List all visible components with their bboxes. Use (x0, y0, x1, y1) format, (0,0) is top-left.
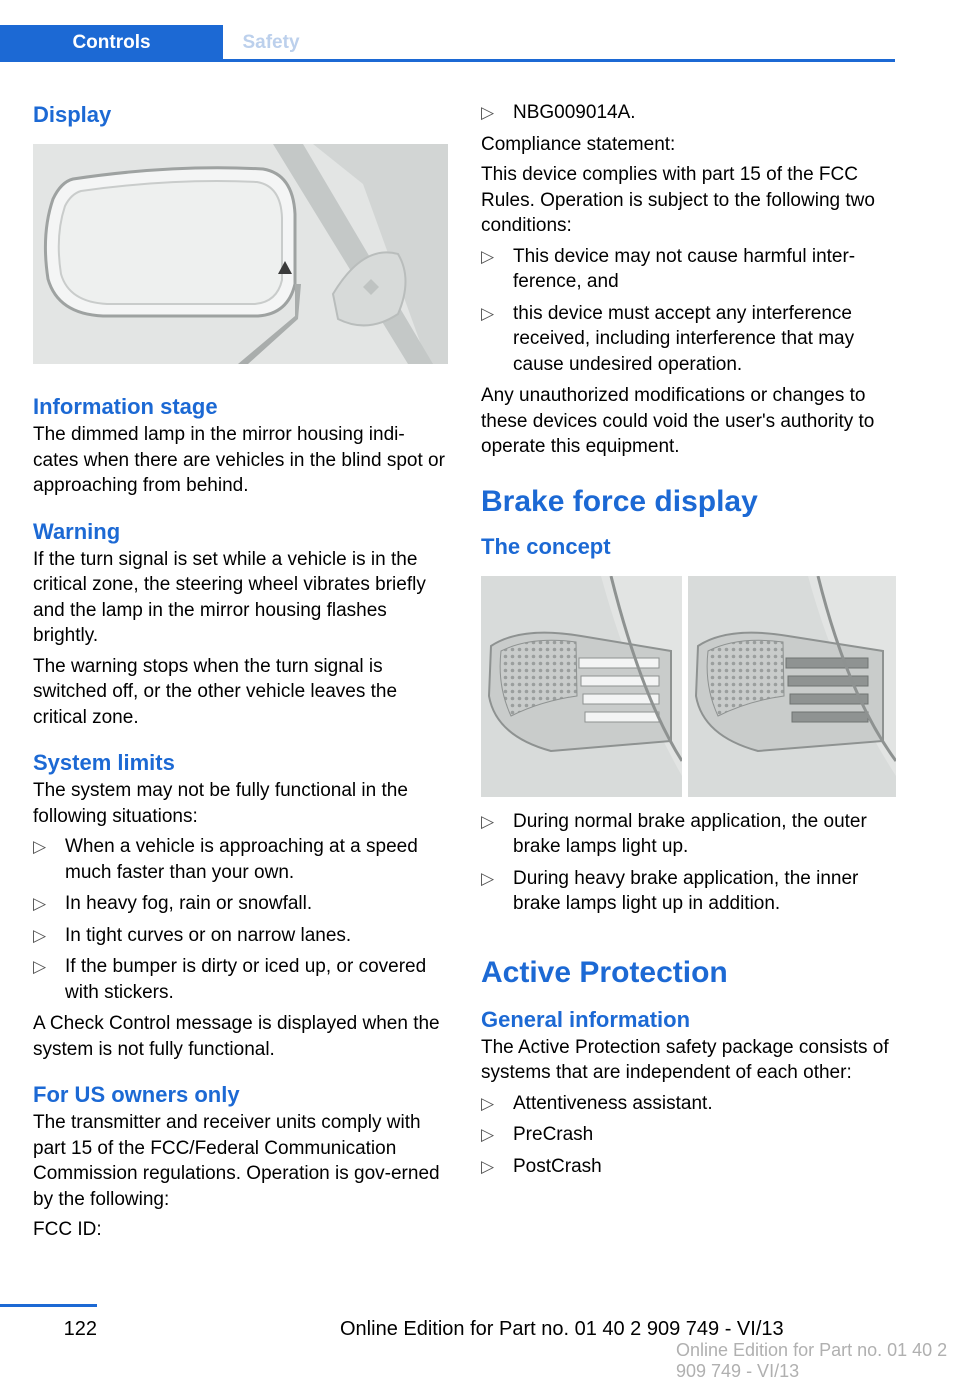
mirror-drawing (33, 144, 448, 364)
list-item-text: NBG009014A. (513, 102, 636, 123)
brake-lamps-drawing (481, 576, 896, 797)
information-stage-heading: Information stage (33, 394, 218, 419)
triangle-right-icon: ▷ (33, 894, 47, 913)
unauthorized-text: Any unauthorized modifications or changes to these devices could void the user's authority to operate this equipment. (481, 385, 875, 457)
compliance-text: This device complies with part 15 of the FCC Rules. Operation is subject to the following two conditions: (481, 164, 875, 236)
list-item-text: This device may not cause harmful inter-ference, and (513, 245, 856, 292)
general-information-heading: General information (481, 1006, 691, 1032)
footer-rule (0, 1304, 97, 1307)
triangle-right-icon: ▷ (481, 1125, 495, 1144)
triangle-right-icon: ▷ (481, 103, 495, 122)
system-limits-outro: A Check Control message is displayed when the system is not fully functional. (33, 1013, 440, 1060)
right-column (481, 100, 897, 1185)
fcc-id-list (481, 100, 897, 126)
information-stage-text: The dimmed lamp in the mirror housing indi-cates when there are vehicles in the blind spot or approaching from behind. (33, 424, 445, 496)
brake-list (481, 809, 897, 917)
warning-heading: Warning (33, 518, 121, 544)
list-item (481, 866, 897, 917)
system-limits-intro: The system may not be fully functional in the following situations: (33, 780, 408, 827)
list-item (481, 809, 897, 860)
display-heading: Display (33, 102, 112, 127)
list-item (481, 301, 897, 378)
list-item-text: During heavy brake application, the inner brake lamps light up in addition. (513, 867, 859, 914)
list-item-text: PreCrash (513, 1124, 594, 1145)
triangle-right-icon: ▷ (33, 837, 47, 856)
list-item (33, 923, 449, 949)
list-item (33, 834, 449, 885)
compliance-label: Compliance statement: (481, 133, 676, 155)
brake-force-heading: Brake force display (481, 484, 758, 518)
general-information-text: The Active Protection safety package consists of systems that are independent of each other: (481, 1036, 889, 1083)
triangle-right-icon: ▷ (481, 1093, 495, 1113)
triangle-right-icon: ▷ (481, 868, 495, 888)
mirror-illustration (33, 144, 448, 364)
warning-text-1: If the turn signal is set while a vehicle is in the critical zone, the steering wheel vibrates briefly and the lamp in the mirror housing flashes brightly. (33, 548, 426, 646)
list-item-text: In tight curves or on narrow lanes. (65, 924, 352, 946)
list-item (481, 244, 897, 295)
tab-bar-rule (0, 59, 895, 62)
concept-heading: The concept (481, 533, 611, 559)
system-limits-list (33, 834, 449, 1005)
system-limits-heading: System limits (33, 750, 175, 775)
list-item-text: In heavy fog, rain or snowfall. (65, 893, 313, 914)
triangle-right-icon: ▷ (481, 1156, 495, 1176)
us-owners-heading: For US owners only (33, 1082, 240, 1107)
left-column (33, 100, 449, 1248)
list-item-text: Attentiveness assistant. (513, 1092, 713, 1114)
list-item-text: PostCrash (513, 1155, 602, 1177)
tab-controls[interactable]: Controls (0, 25, 223, 59)
list-item-text: If the bumper is dirty or iced up, or covered with stickers. (65, 956, 427, 1003)
systems-list (481, 1091, 897, 1180)
list-item (481, 1091, 897, 1117)
active-protection-heading: Active Protection (481, 955, 728, 989)
edition-label: Online Edition for Part no. 01 40 2 909 749 - VI/13 (340, 1318, 784, 1340)
watermark: Online Edition for Part no. 01 40 2 909 749 - VI/13 (676, 1340, 948, 1381)
conditions-list (481, 244, 897, 378)
chapter-tab-bar (0, 25, 895, 62)
brake-lamps-illustration (481, 576, 896, 797)
list-item (33, 891, 449, 917)
triangle-right-icon: ▷ (481, 246, 495, 266)
list-item-text: When a vehicle is approaching at a speed much faster than your own. (65, 836, 418, 883)
page-number: 122 (63, 1318, 97, 1340)
triangle-right-icon: ▷ (33, 925, 47, 945)
list-item-text: During normal brake application, the outer brake lamps light up. (513, 810, 867, 857)
list-item-text: this device must accept any interference received, including interference that may cause undesired operation. (513, 302, 855, 375)
list-item (481, 1122, 897, 1148)
list-item (481, 1154, 897, 1180)
us-owners-text: The transmitter and receiver units comply with part 15 of the FCC/Federal Communication Commission regulations. Operation is gov-erned by the following: (33, 1112, 440, 1210)
list-item (481, 100, 897, 126)
tab-safety[interactable]: Safety (223, 25, 319, 59)
triangle-right-icon: ▷ (481, 811, 495, 831)
list-item (33, 954, 449, 1005)
triangle-right-icon: ▷ (481, 303, 495, 323)
warning-text-2: The warning stops when the turn signal is switched off, or the other vehicle leaves the critical zone. (33, 655, 398, 728)
fcc-id-label: FCC ID: (33, 1219, 102, 1240)
triangle-right-icon: ▷ (33, 957, 47, 976)
